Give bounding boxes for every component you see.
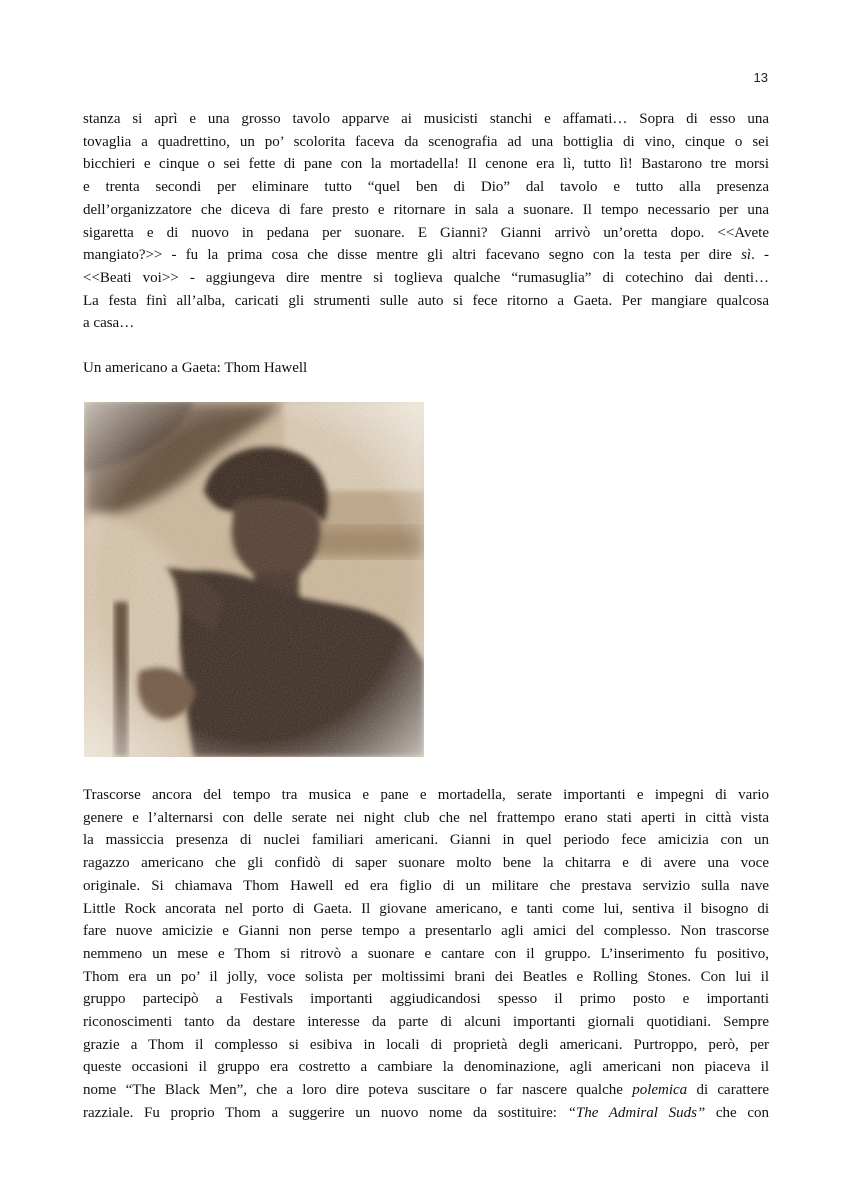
italic-word: “The Admiral Suds” — [567, 1104, 706, 1121]
paragraph-1-line: a casa… — [83, 315, 135, 332]
paragraph-2-line: nemmeno un mese e Thom si ritrovò a suonare e cantare con il gruppo. L’inserimento fu positivo, — [83, 945, 769, 962]
line-text: mangiato?>> - fu la prima cosa che disse mentre gli altri facevano segno con la testa per dire — [83, 247, 732, 264]
page-number: 13 — [753, 70, 768, 85]
paragraph-1-line: tovaglia a quadrettino, un po’ scolorita faceva da scenografia ad una bottiglia di vino, cinque o sei — [83, 133, 769, 150]
paragraph-2-line: Little Rock ancorata nel porto di Gaeta. Il giovane americano, e tanti come lui, sentiva il bisogno di — [83, 900, 769, 917]
paragraph-2-line — [83, 1102, 769, 1125]
paragraph-1-line: La festa finì all’alba, caricati gli strumenti sulle auto si fece ritorno a Gaeta. Per mangiare qualcosa — [83, 292, 769, 309]
paragraph-1-line: dell’organizzatore che diceva di fare presto e ritornare in sala a suonare. Il tempo necessario per una — [83, 201, 769, 218]
line-tail: di carattere — [687, 1082, 769, 1099]
paragraph-2-line: grazie a Thom il complesso si esibiva in locali di proprietà degli americani. Purtroppo, però, per — [83, 1036, 769, 1053]
line-tail: che con — [705, 1104, 770, 1121]
paragraph-1-line: stanza si aprì e una grosso tavolo apparve ai musicisti stanchi e affamati… Sopra di esso una — [83, 111, 769, 127]
paragraph-2-line: Thom era un po’ il jolly, voce solista per moltissimi brani dei Beatles e Rolling Stones. Con lui il — [83, 968, 769, 985]
paragraph-1-line: sigaretta e di nuovo in pedana per suonare. E Gianni? Gianni arrivò un’oretta dopo. <<Avete — [83, 224, 769, 241]
paragraph-2-line: ragazzo americano che gli confidò di saper suonare molto bene la chitarra e di avere una voce — [83, 855, 769, 872]
paragraph-1-line: e trenta secondi per eliminare tutto “quel ben di Dio” dal tavolo e tutto alla presenza — [83, 179, 769, 196]
paragraph-2-line: genere e l’alternarsi con delle serate nei night club che nel frattempo erano stati aperti in città vista — [83, 809, 769, 826]
paragraph-2-line: riconoscimenti tanto da destare interesse da parte di alcuni importanti giornali quotidiani. Sempre — [83, 1014, 769, 1031]
section-heading: Un americano a Gaeta: Thom Hawell — [83, 360, 308, 376]
paragraph-2-line: queste occasioni il gruppo era costretto a cambiare la denominazione, agli americani non piaceva il — [83, 1059, 769, 1076]
line-text: nome “The Black Men”, che a loro dire poteva suscitare o far nascere qualche — [83, 1082, 623, 1099]
italic-word: polemica — [632, 1082, 688, 1099]
paragraph-2-line: Trascorse ancora del tempo tra musica e pane e mortadella, serate importanti e impegni di vario — [83, 787, 769, 803]
paragraph-2-line: fare nuove amicizie e Gianni non perse tempo a presentarlo agli amici del complesso. Non trascorse — [83, 923, 769, 940]
line-text: razziale. Fu proprio Thom a suggerire un nuovo nome da sostituire: — [83, 1104, 557, 1121]
photo-thom-hawell — [84, 402, 424, 757]
line-tail: . - — [751, 247, 770, 264]
paragraph-1-line: bicchieri e cinque o sei fette di pane con la mortadella! Il cenone era lì, tutto lì! Bastarono tre morsi — [83, 156, 769, 173]
paragraph-1-line — [83, 244, 769, 267]
paragraph-2 — [83, 784, 769, 1125]
paragraph-1-line: <<Beati voi>> - aggiungeva dire mentre si toglieva qualche “rumasuglia” di cotechino dai denti… — [83, 269, 769, 286]
paragraph-2-line: originale. Si chiamava Thom Hawell ed era figlio di un militare che prestava servizio sulla nave — [83, 877, 769, 894]
paragraph-2-line: la massiccia presenza di nuclei familiari americani. Gianni in quel periodo fece amicizia con un — [83, 832, 769, 849]
paragraph-2-line: gruppo partecipò a Festivals importanti aggiudicandosi spesso il primo posto e importanti — [83, 991, 769, 1008]
paragraph-2-line — [83, 1079, 769, 1102]
italic-word: sì — [741, 247, 752, 264]
paragraph-1 — [83, 108, 769, 335]
